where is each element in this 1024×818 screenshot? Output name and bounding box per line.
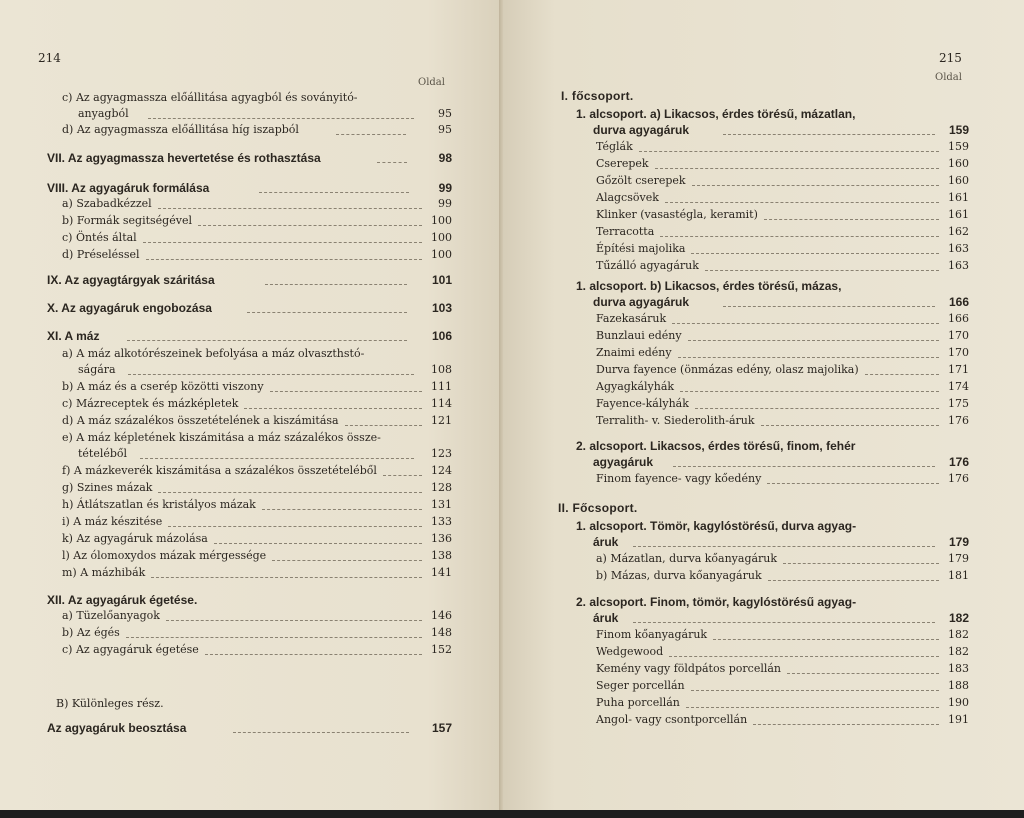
- leader-dots: [783, 547, 939, 564]
- toc-heading: durva agyagáruk 166: [593, 294, 976, 310]
- leader-dots: [768, 564, 939, 581]
- page-ref: 100: [431, 231, 452, 244]
- toc-entry: Fayence-kályhák 175: [596, 396, 976, 412]
- page-ref: 174: [948, 380, 969, 393]
- toc-entry: Seger porcellán 188: [596, 678, 976, 694]
- toc-entry: d) Préseléssel 100: [62, 247, 452, 263]
- leader-dots: [270, 375, 422, 392]
- toc-heading: áruk 179: [593, 534, 976, 550]
- toc-entry: Kemény vagy földpátos porcellán 183: [596, 661, 976, 677]
- page-ref: 146: [431, 609, 452, 622]
- toc-entry: Gőzölt cserepek 160: [596, 173, 976, 189]
- page-ref: 160: [948, 157, 969, 170]
- toc-entry: l) Az ólomoxydos mázak mérgessége 138: [62, 548, 452, 564]
- toc-entry: m) A mázhibák 141: [62, 565, 452, 581]
- page-ref: 191: [948, 713, 969, 726]
- toc-entry: Wedgewood 182: [596, 644, 976, 660]
- leader-dots: [713, 623, 939, 640]
- leader-dots: [761, 409, 939, 426]
- page-ref: 176: [948, 414, 969, 427]
- toc-entry: b) A máz és a cserép közötti viszony 111: [62, 379, 452, 395]
- leader-dots: [680, 375, 939, 392]
- page-ref: 170: [948, 329, 969, 342]
- page-ref: 183: [948, 662, 969, 675]
- toc-entry: Tűzálló agyagáruk 163: [596, 258, 976, 274]
- toc-heading: XI. A máz 106: [47, 328, 452, 344]
- page-ref: 99: [438, 197, 452, 210]
- page-ref: 179: [948, 552, 969, 565]
- leader-dots: [244, 392, 422, 409]
- leader-dots: [753, 708, 939, 725]
- leader-dots: [865, 358, 939, 375]
- toc-entry: ságára 108: [78, 362, 452, 378]
- leader-dots: [688, 324, 939, 341]
- toc-entry: Terralith- v. Siederolith-áruk 176: [596, 413, 976, 429]
- page-ref: 114: [431, 397, 452, 410]
- page-ref: 188: [948, 679, 969, 692]
- toc-entry: a) Szabadkézzel 99: [62, 196, 452, 212]
- page-number: 215: [939, 51, 962, 65]
- leader-dots: [669, 640, 939, 657]
- page-ref: 182: [948, 628, 969, 641]
- leader-dots: [198, 209, 422, 226]
- page-number: 214: [38, 51, 61, 65]
- page-ref: 162: [948, 225, 969, 238]
- toc-entry: g) Szines mázak 128: [62, 480, 452, 496]
- page-ref: 133: [431, 515, 452, 528]
- toc-entry: Terracotta 162: [596, 224, 976, 240]
- page-ref: 163: [948, 259, 969, 272]
- toc-entry: b) Az égés 148: [62, 625, 452, 641]
- leader-dots: [686, 691, 939, 708]
- leader-dots: [691, 674, 939, 691]
- leader-dots: [691, 237, 939, 254]
- leader-dots: [639, 135, 939, 152]
- toc-entry: h) Átlátszatlan és kristályos mázak 131: [62, 497, 452, 513]
- toc-entry: Építési majolika 163: [596, 241, 976, 257]
- toc-heading: IX. Az agyagtárgyak száritása 101: [47, 272, 452, 288]
- leader-dots: [695, 392, 939, 409]
- leader-dots: [146, 243, 422, 260]
- leader-dots: [272, 544, 422, 561]
- leader-dots: [705, 254, 939, 271]
- leader-dots: [262, 493, 422, 510]
- toc-entry: Finom fayence- vagy kőedény 176: [596, 471, 976, 487]
- page-ref: 175: [948, 397, 969, 410]
- toc-entry: d) A máz százalékos összetételének a kiszámitása 121: [62, 413, 452, 429]
- toc-entry: Bunzlaui edény 170: [596, 328, 976, 344]
- leader-dots: [205, 638, 422, 655]
- page-ref: 138: [431, 549, 452, 562]
- toc-entry: a) Tüzelőanyagok 146: [62, 608, 452, 624]
- toc-entry: Alagcsövek 161: [596, 190, 976, 206]
- right-page: [503, 0, 1024, 810]
- leader-dots: [655, 152, 939, 169]
- leader-dots: [672, 307, 939, 324]
- leader-dots: [214, 527, 422, 544]
- leader-dots: [158, 192, 422, 209]
- page-ref: 141: [431, 566, 452, 579]
- toc-entry: anyagból 95: [78, 106, 452, 122]
- toc-heading: Az agyagáruk beosztása 157: [47, 720, 452, 736]
- leader-dots: [678, 341, 939, 358]
- toc-entry: Puha porcellán 190: [596, 695, 976, 711]
- toc-entry: c) Az agyagáruk égetése 152: [62, 642, 452, 658]
- toc-heading: áruk 182: [593, 610, 976, 626]
- leader-dots: [383, 459, 422, 476]
- page-ref: 161: [948, 208, 969, 221]
- toc-entry: f) A mázkeverék kiszámitása a százalékos összetételéből 124: [62, 463, 452, 479]
- toc-heading: I. főcsoport.: [561, 89, 634, 103]
- page-ref: 124: [431, 464, 452, 477]
- toc-heading: 1. alcsoport. b) Likacsos, érdes törésű, mázas,: [576, 279, 842, 293]
- page-ref: 163: [948, 242, 969, 255]
- leader-dots: [151, 561, 422, 578]
- page-ref: 100: [431, 214, 452, 227]
- page-ref: 131: [431, 498, 452, 511]
- page-ref: 121: [431, 414, 452, 427]
- toc-entry: i) A máz készitése 133: [62, 514, 452, 530]
- toc-entry: k) Az agyagáruk mázolása 136: [62, 531, 452, 547]
- leader-dots: [166, 604, 422, 621]
- column-heading-oldal: Oldal: [935, 72, 962, 83]
- leader-dots: [660, 220, 939, 237]
- toc-entry: Fazekasáruk 166: [596, 311, 976, 327]
- toc-heading: VII. Az agyagmassza hevertetése és rothasztása 98: [47, 150, 452, 166]
- toc-heading: 1. alcsoport. a) Likacsos, érdes törésű, mázatlan,: [576, 107, 856, 121]
- toc-entry: Angol- vagy csontporcellán 191: [596, 712, 976, 728]
- toc-entry: a) A máz alkotórészeinek befolyása a máz olvaszthstó-: [62, 347, 365, 360]
- leader-dots: [158, 476, 422, 493]
- toc-entry: b) Formák segitségével 100: [62, 213, 452, 229]
- leader-dots: [126, 621, 422, 638]
- page-ref: 159: [948, 140, 969, 153]
- leader-dots: [767, 467, 939, 484]
- toc-entry: Téglák 159: [596, 139, 976, 155]
- toc-heading: 1. alcsoport. Tömör, kagylóstörésű, durva agyag-: [576, 519, 857, 533]
- part-heading: B) Különleges rész.: [56, 697, 164, 710]
- page-ref: 128: [431, 481, 452, 494]
- toc-entry: c) Öntés által 100: [62, 230, 452, 246]
- page-ref: 176: [948, 472, 969, 485]
- page-ref: 170: [948, 346, 969, 359]
- toc-heading: 2. alcsoport. Finom, tömör, kagylóstörésű agyag-: [576, 595, 857, 609]
- leader-dots: [143, 226, 422, 243]
- toc-entry: Finom kőanyagáruk 182: [596, 627, 976, 643]
- leader-dots: [764, 203, 939, 220]
- page-ref: 152: [431, 643, 452, 656]
- toc-entry: a) Mázatlan, durva kőanyagáruk 179: [596, 551, 976, 567]
- page-ref: 160: [948, 174, 969, 187]
- leader-dots: [345, 409, 422, 426]
- toc-entry: e) A máz képletének kiszámitása a máz százalékos össze-: [62, 431, 381, 444]
- leader-dots: [787, 657, 939, 674]
- page-ref: 181: [948, 569, 969, 582]
- left-page: [0, 0, 503, 810]
- toc-entry: c) Az agyagmassza előállitása agyagból és soványitó-: [62, 91, 358, 104]
- toc-entry: d) Az agyagmassza előállitása híg iszapból 95: [62, 122, 452, 138]
- leader-dots: [692, 169, 939, 186]
- toc-heading: durva agyagáruk 159: [593, 122, 976, 138]
- toc-entry: b) Mázas, durva kőanyagáruk 181: [596, 568, 976, 584]
- toc-entry: Cserepek 160: [596, 156, 976, 172]
- page-ref: 190: [948, 696, 969, 709]
- page-ref: 161: [948, 191, 969, 204]
- toc-entry: Durva fayence (önmázas edény, olasz majolika) 171: [596, 362, 976, 378]
- leader-dots: [168, 510, 422, 527]
- toc-heading: VIII. Az agyagáruk formálása 99: [47, 180, 452, 196]
- toc-entry: Agyagkályhák 174: [596, 379, 976, 395]
- toc-entry: c) Mázreceptek és mázképletek 114: [62, 396, 452, 412]
- toc-entry: tételéből 123: [78, 446, 452, 462]
- page-ref: 166: [948, 312, 969, 325]
- page-ref: 171: [948, 363, 969, 376]
- toc-entry: Klinker (vasastégla, keramit) 161: [596, 207, 976, 223]
- page-ref: 100: [431, 248, 452, 261]
- toc-heading: XII. Az agyagáruk égetése.: [47, 593, 198, 607]
- toc-heading: agyagáruk 176: [593, 454, 976, 470]
- page-ref: 182: [948, 645, 969, 658]
- column-heading-oldal: Oldal: [418, 77, 445, 88]
- toc-heading: 2. alcsoport. Likacsos, érdes törésű, finom, fehér: [576, 439, 856, 453]
- toc-heading: X. Az agyagáruk engobozása 103: [47, 300, 452, 316]
- page-ref: 136: [431, 532, 452, 545]
- toc-entry: Znaimi edény 170: [596, 345, 976, 361]
- toc-heading: II. Főcsoport.: [558, 501, 638, 515]
- leader-dots: [665, 186, 939, 203]
- page-ref: 111: [431, 380, 452, 393]
- page-ref: 148: [431, 626, 452, 639]
